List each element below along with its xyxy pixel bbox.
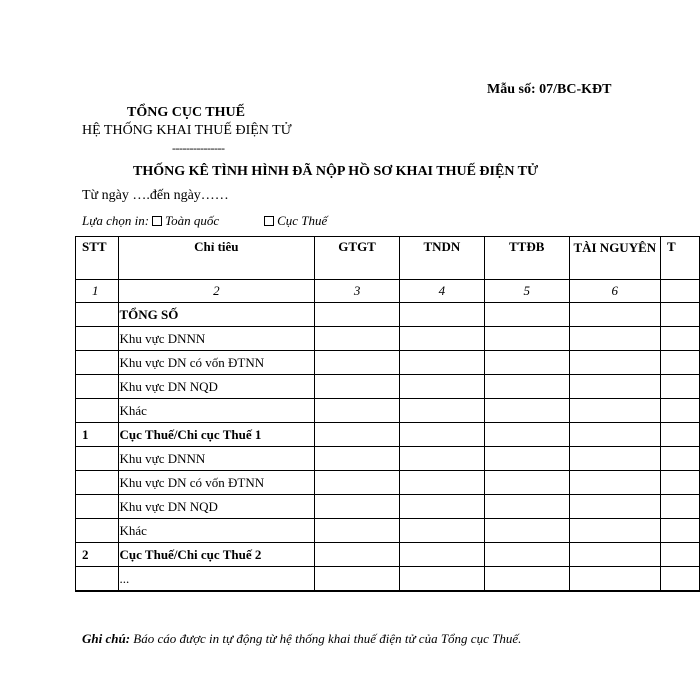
data-cell xyxy=(569,303,660,327)
table-row xyxy=(76,495,700,519)
row-stt xyxy=(76,495,119,519)
row-stt xyxy=(76,327,119,351)
row-indicator-label: Cục Thuế/Chi cục Thuế 2 xyxy=(118,543,315,567)
form-code: Mẫu số: 07/BC-KĐT xyxy=(487,82,612,97)
data-cell xyxy=(569,567,660,592)
data-cell xyxy=(661,471,700,495)
data-cell xyxy=(484,399,569,423)
data-cell xyxy=(569,471,660,495)
footnote-text: Báo cáo được in tự động từ hệ thống khai thuế điện tử của Tổng cục Thuế. xyxy=(130,631,522,646)
data-cell xyxy=(569,543,660,567)
row-stt xyxy=(76,519,119,543)
col-number: 4 xyxy=(400,280,485,303)
table-row xyxy=(76,327,700,351)
report-title: THỐNG KÊ TÌNH HÌNH ĐÃ NỘP HỒ SƠ KHAI THUẾ ĐIỆN TỬ xyxy=(133,164,539,179)
table-row xyxy=(76,399,700,423)
table-row xyxy=(76,351,700,375)
table-row xyxy=(76,375,700,399)
data-cell xyxy=(400,399,485,423)
data-cell xyxy=(400,567,485,592)
system-name: HỆ THỐNG KHAI THUẾ ĐIỆN TỬ xyxy=(82,123,292,138)
data-cell xyxy=(400,351,485,375)
table-row xyxy=(76,303,700,327)
data-cell xyxy=(569,447,660,471)
data-cell xyxy=(661,447,700,471)
data-cell xyxy=(569,327,660,351)
row-indicator-label: TỔNG SỐ xyxy=(118,303,315,327)
print-options xyxy=(82,213,327,229)
col-header-tai-nguyen: TÀI NGUYÊN xyxy=(569,237,660,280)
data-cell xyxy=(315,495,400,519)
option-nationwide-label: Toàn quốc xyxy=(165,213,220,228)
data-cell xyxy=(661,543,700,567)
table-row xyxy=(76,519,700,543)
data-cell xyxy=(661,495,700,519)
checkbox-tax-department[interactable] xyxy=(264,216,274,226)
data-cell xyxy=(315,423,400,447)
data-cell xyxy=(569,495,660,519)
col-number: 6 xyxy=(569,280,660,303)
print-options-label: Lựa chọn in: xyxy=(82,213,150,228)
data-cell xyxy=(315,447,400,471)
report-table xyxy=(75,236,700,592)
data-cell xyxy=(484,567,569,592)
row-indicator-label: ... xyxy=(118,567,315,592)
row-indicator-label: Khác xyxy=(118,399,315,423)
row-stt xyxy=(76,375,119,399)
data-cell xyxy=(661,327,700,351)
data-cell xyxy=(315,543,400,567)
data-cell xyxy=(484,471,569,495)
data-cell xyxy=(400,543,485,567)
table-row xyxy=(76,567,700,592)
row-stt xyxy=(76,471,119,495)
checkbox-nationwide[interactable] xyxy=(152,216,162,226)
row-indicator-label: Khác xyxy=(118,519,315,543)
data-cell xyxy=(484,423,569,447)
data-cell xyxy=(569,519,660,543)
col-number: 3 xyxy=(315,280,400,303)
data-cell xyxy=(400,303,485,327)
table-row xyxy=(76,423,700,447)
data-cell xyxy=(315,303,400,327)
row-stt xyxy=(76,567,119,592)
data-cell xyxy=(400,423,485,447)
row-stt: 2 xyxy=(76,543,119,567)
col-number: 2 xyxy=(118,280,315,303)
col-header-indicator: Chỉ tiêu xyxy=(118,237,315,280)
col-header-stt: STT xyxy=(76,237,119,280)
table-header-row xyxy=(76,237,700,280)
row-stt xyxy=(76,447,119,471)
data-cell xyxy=(315,471,400,495)
data-cell xyxy=(661,423,700,447)
row-indicator-label: Khu vực DN NQD xyxy=(118,375,315,399)
data-cell xyxy=(400,495,485,519)
row-indicator-label: Khu vực DN NQD xyxy=(118,495,315,519)
data-cell xyxy=(315,375,400,399)
agency-name: TỔNG CỤC THUẾ xyxy=(127,105,245,120)
data-cell xyxy=(400,447,485,471)
col-header-tndn: TNDN xyxy=(400,237,485,280)
table-row xyxy=(76,471,700,495)
col-header-truncated: T xyxy=(661,237,700,280)
row-indicator-label: Khu vực DN có vốn ĐTNN xyxy=(118,351,315,375)
col-number xyxy=(661,280,700,303)
data-cell xyxy=(484,543,569,567)
data-cell xyxy=(315,327,400,351)
data-cell xyxy=(315,519,400,543)
data-cell xyxy=(315,567,400,592)
header-divider: --------------- xyxy=(172,141,225,155)
row-stt: 1 xyxy=(76,423,119,447)
data-cell xyxy=(400,375,485,399)
data-cell xyxy=(569,423,660,447)
data-cell xyxy=(315,351,400,375)
data-cell xyxy=(484,447,569,471)
data-cell xyxy=(569,351,660,375)
data-cell xyxy=(661,399,700,423)
col-number: 1 xyxy=(76,280,119,303)
data-cell xyxy=(484,327,569,351)
row-stt xyxy=(76,351,119,375)
row-indicator-label: Khu vực DNNN xyxy=(118,447,315,471)
table-row xyxy=(76,447,700,471)
row-stt xyxy=(76,399,119,423)
date-range: Từ ngày ….đến ngày…… xyxy=(82,188,229,203)
data-cell xyxy=(484,495,569,519)
col-header-ttdb: TTĐB xyxy=(484,237,569,280)
data-cell xyxy=(400,327,485,351)
data-cell xyxy=(484,519,569,543)
column-number-row xyxy=(76,280,700,303)
col-number: 5 xyxy=(484,280,569,303)
option-tax-department-label: Cục Thuế xyxy=(277,213,328,228)
data-cell xyxy=(569,399,660,423)
data-cell xyxy=(484,375,569,399)
table-row xyxy=(76,543,700,567)
footnote xyxy=(82,631,521,647)
row-indicator-label: Khu vực DNNN xyxy=(118,327,315,351)
row-indicator-label: Cục Thuế/Chi cục Thuế 1 xyxy=(118,423,315,447)
data-cell xyxy=(569,375,660,399)
data-cell xyxy=(484,303,569,327)
footnote-label: Ghi chú: xyxy=(82,631,131,646)
data-cell xyxy=(484,351,569,375)
data-cell xyxy=(661,351,700,375)
data-cell xyxy=(661,375,700,399)
data-cell xyxy=(315,399,400,423)
data-cell xyxy=(661,567,700,592)
data-cell xyxy=(400,471,485,495)
row-stt xyxy=(76,303,119,327)
data-cell xyxy=(661,303,700,327)
data-cell xyxy=(661,519,700,543)
row-indicator-label: Khu vực DN có vốn ĐTNN xyxy=(118,471,315,495)
col-header-gtgt: GTGT xyxy=(315,237,400,280)
data-cell xyxy=(400,519,485,543)
